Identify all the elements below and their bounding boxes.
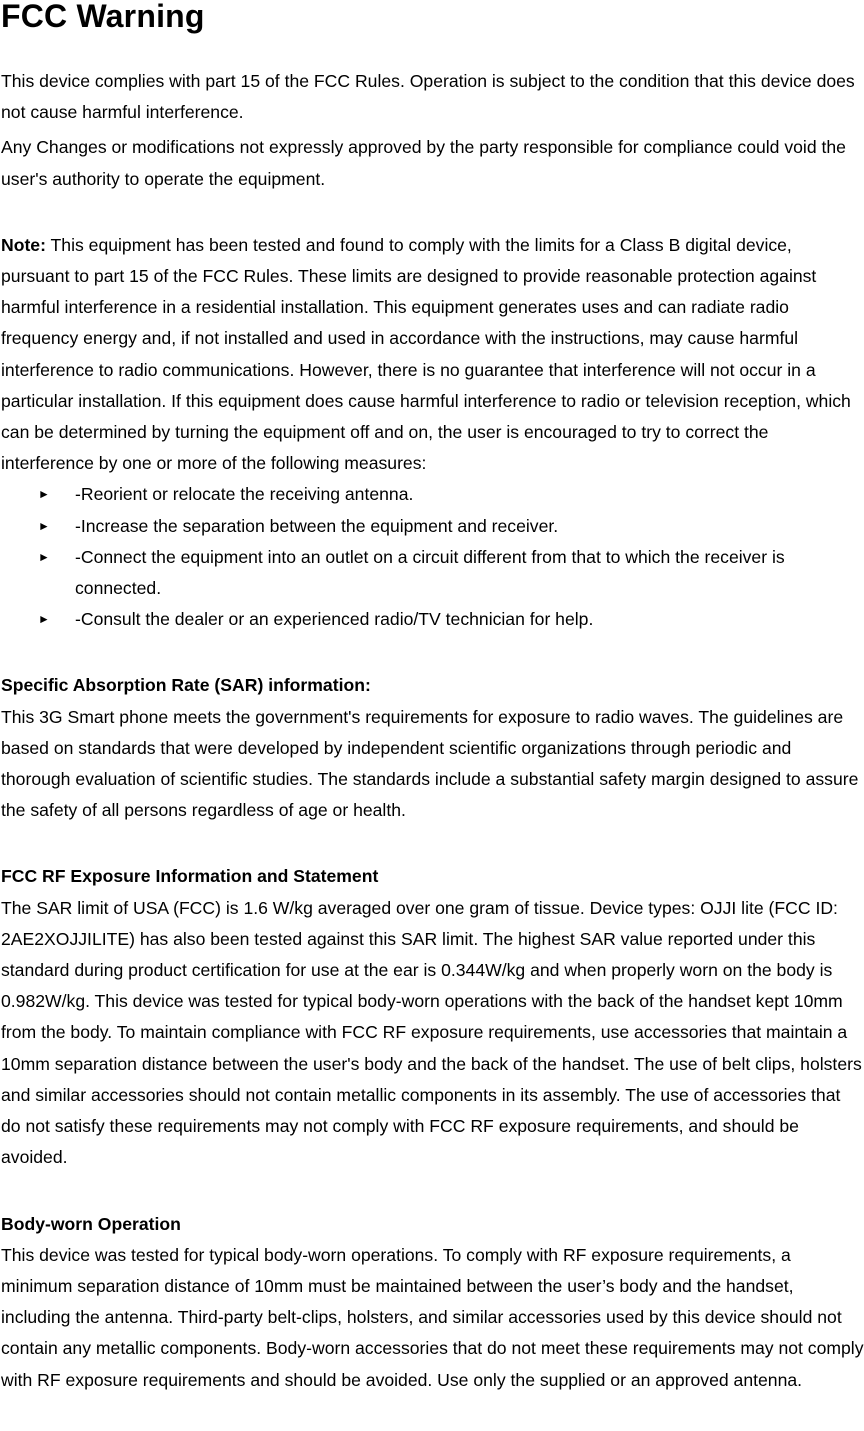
measure-text: -Connect the equipment into an outlet on a circuit different from that to which the receiver is connected. <box>75 546 785 599</box>
measure-text: -Reorient or relocate the receiving antenna. <box>75 484 414 505</box>
right-triangle-bullet-icon: ► <box>38 612 50 627</box>
right-triangle-bullet-icon: ► <box>38 549 50 564</box>
fcc-rf-paragraph: The SAR limit of USA (FCC) is 1.6 W/kg averaged over one gram of tissue. Device types: OJJI lite (FCC ID: 2AE2XOJJILITE) has also been tested against this SAR limit. The highest SAR value reported under this standard during product certification for use at the ear is 0.344W/kg and when properly worn on the body is 0.982W/kg. This device was tested for typical body-worn operations with the back of the handset kept 10mm from the body. To maintain compliance with FCC RF exposure requirements, use accessories that maintain a 10mm separation distance between the user's body and the back of the handset. The use of belt clips, holsters and similar accessories should not contain metallic components in its assembly. The use of accessories that do not satisfy these requirements may not comply with FCC RF exposure requirements, and should be avoided. <box>1 897 862 1168</box>
measure-text: -Consult the dealer or an experienced radio/TV technician for help. <box>75 609 594 630</box>
page-title: FCC Warning <box>1 0 205 34</box>
body-worn-paragraph: This device was tested for typical body-worn operations. To comply with RF exposure requirements, a minimum separation distance of 10mm must be maintained between the user’s body and the handset, including the antenna. Third-party belt-clips, holsters, and similar accessories used by this device should not contain any metallic components. Body-worn accessories that do not meet these requirements may not comply with RF exposure requirements and should be avoided. Use only the supplied or an approved antenna. <box>1 1244 864 1390</box>
sar-paragraph: This 3G Smart phone meets the government's requirements for exposure to radio waves. The guidelines are based on standards that were developed by independent scientific organizations through periodic and thorough evaluation of scientific studies. The standards include a substantial safety margin designed to assure the safety of all persons regardless of age or health. <box>1 706 859 821</box>
note-text: This equipment has been tested and found to comply with the limits for a Class B digital device, pursuant to part 15 of the FCC Rules. These limits are designed to provide reasonable protection against harmful interference in a residential installation. This equipment generates uses and can radiate radio frequency energy and, if not installed and used in accordance with the instructions, may cause harmful interference to radio communications. However, there is no guarantee that interference will not occur in a particular installation. If this equipment does cause harmful interference to radio or television reception, which can be determined by turning the equipment off and on, the user is encouraged to try to correct the interference by one or more of the following measures: <box>1 234 851 474</box>
measure-text: -Increase the separation between the equipment and receiver. <box>75 515 559 536</box>
changes-paragraph: Any Changes or modifications not expressly approved by the party responsible for compliance could void the user's authority to operate the equipment. <box>1 137 846 189</box>
sar-heading: Specific Absorption Rate (SAR) information: <box>1 675 371 696</box>
compliance-paragraph: This device complies with part 15 of the FCC Rules. Operation is subject to the condition that this device does not cause harmful interference. <box>1 71 855 123</box>
right-triangle-bullet-icon: ► <box>38 518 50 533</box>
note-paragraph <box>1 230 864 480</box>
list-item <box>1 479 864 510</box>
body-worn-heading: Body-worn Operation <box>1 1213 181 1234</box>
list-item <box>1 511 864 542</box>
list-item <box>1 604 864 635</box>
list-item <box>1 542 864 604</box>
note-label: Note: <box>1 234 46 255</box>
fcc-rf-heading: FCC RF Exposure Information and Statement <box>1 866 379 887</box>
right-triangle-bullet-icon: ► <box>38 487 50 502</box>
measures-list <box>1 479 864 635</box>
